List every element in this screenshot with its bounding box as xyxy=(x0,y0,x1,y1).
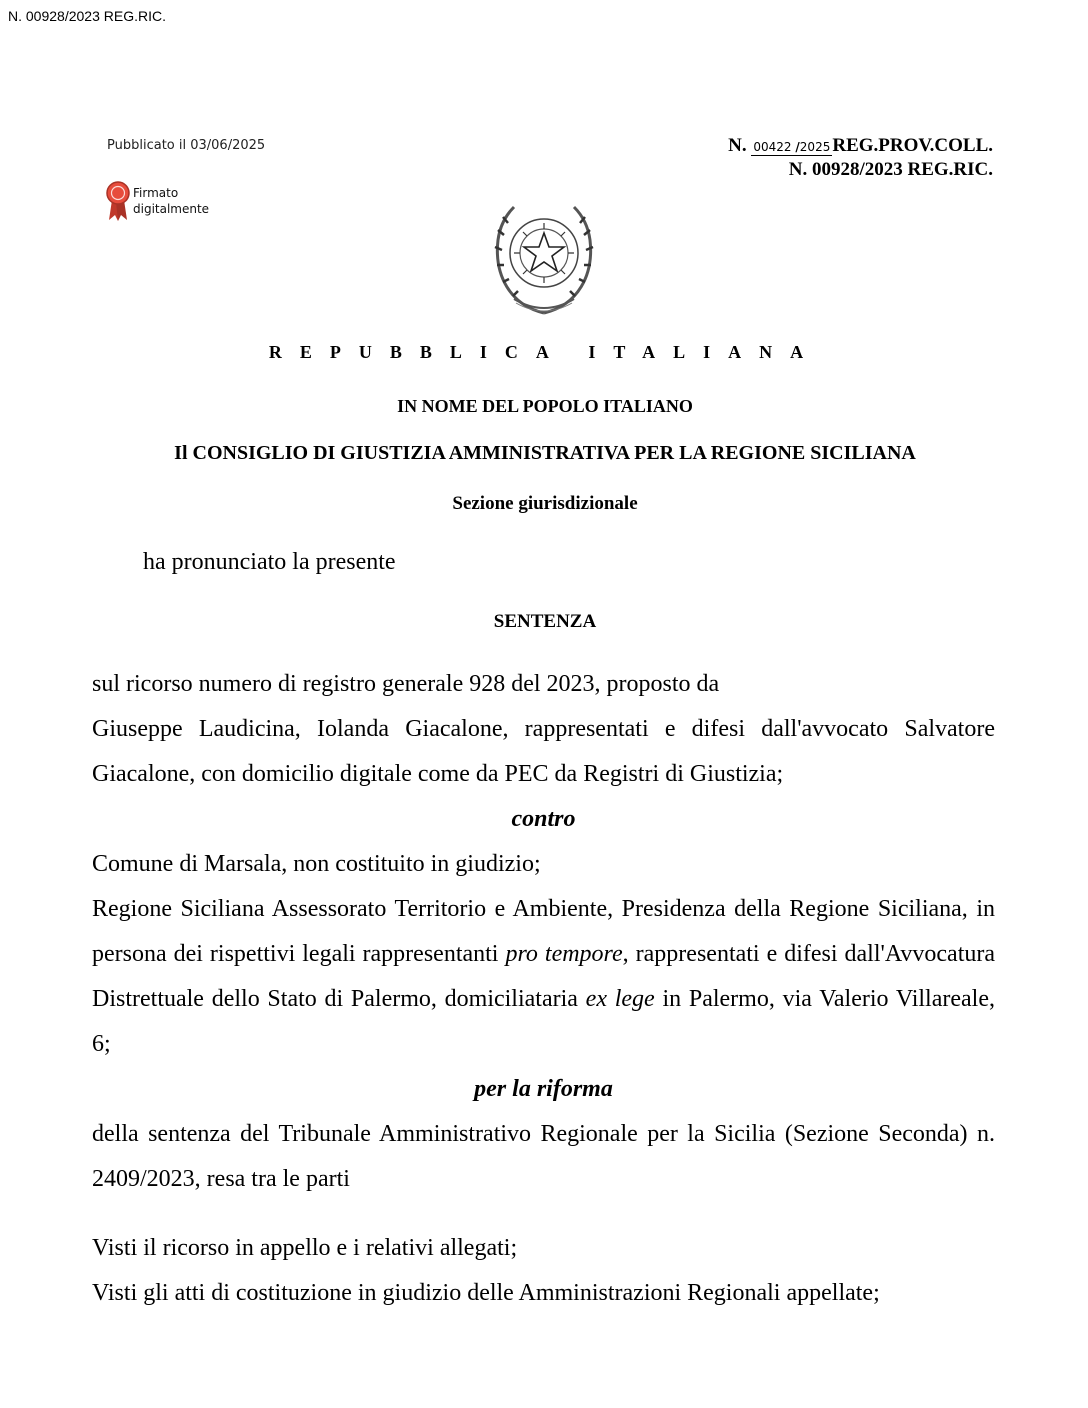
regione-text-1: Regione Siciliana Assessorato Territorio e Ambiente, Presidenza della Regione Siciliana, in persona dei rispettivi legali rappresentanti xyxy=(92,896,995,967)
republic-heading: REPUBBLICA ITALIANA xyxy=(268,342,822,362)
regione-text-2: , rappresentati e difesi dall'Avvocatura Distrettuale dello Stato di Palermo, domiciliataria xyxy=(92,941,996,1012)
paragraph-comune: Comune di Marsala, non costituito in giudizio; xyxy=(92,851,541,877)
document-body-visti xyxy=(92,1226,995,1316)
reg-prefix: N. xyxy=(728,135,747,156)
reg-suffix: REG.PROV.COLL. xyxy=(832,135,993,156)
pro-tempore: pro tempore xyxy=(505,941,623,967)
paragraph-ricorso: sul ricorso numero di registro generale 928 del 2023, proposto da xyxy=(92,671,720,697)
digital-signature-stamp xyxy=(105,180,209,222)
paragraph-visti-atti: Visti gli atti di costituzione in giudizio delle Amministrazioni Regionali appellate; xyxy=(92,1280,880,1306)
reg-number-value: 00422 xyxy=(753,140,792,154)
signature-line-1: Firmato xyxy=(133,186,179,200)
pronounced-line: ha pronunciato la presente xyxy=(143,549,396,575)
paragraph-regione xyxy=(92,887,995,1067)
council-heading: Il CONSIGLIO DI GIUSTIZIA AMMINISTRATIVA PER LA REGIONE SICILIANA xyxy=(174,442,916,464)
italian-republic-emblem-icon xyxy=(490,195,598,317)
signature-line-2: digitalmente xyxy=(133,202,210,216)
ex-lege: ex lege xyxy=(585,986,655,1012)
sentence-heading: SENTENZA xyxy=(493,611,597,632)
reg-prov-coll xyxy=(728,134,993,158)
paragraph-visti-ricorso: Visti il ricorso in appello e i relativi allegati; xyxy=(92,1235,518,1261)
contro-heading: contro xyxy=(511,806,576,832)
reg-number xyxy=(751,140,832,156)
paragraph-sentenza-tar: della sentenza del Tribunale Amministrativo Regionale per la Sicilia (Sezione Seconda) n. 2409/2023, resa tra le parti xyxy=(92,1121,995,1192)
reg-year: 2025 xyxy=(799,140,831,154)
document-body xyxy=(92,662,995,1202)
per-la-riforma-heading: per la riforma xyxy=(474,1076,613,1102)
regione-text-3: in Palermo, via Valerio Villareale, 6; xyxy=(92,986,995,1057)
reg-ric: N. 00928/2023 REG.RIC. xyxy=(788,159,993,180)
registry-numbers xyxy=(728,134,993,182)
in-nome-heading: IN NOME DEL POPOLO ITALIANO xyxy=(397,396,693,416)
top-reference: N. 00928/2023 REG.RIC. xyxy=(8,8,166,24)
paragraph-appellants: Giuseppe Laudicina, Iolanda Giacalone, rappresentati e difesi dall'avvocato Salvatore Giacalone, con domicilio digitale come da PEC da Registri di Giustizia; xyxy=(92,716,995,787)
reg-slash: / xyxy=(795,140,800,154)
section-heading: Sezione giurisdizionale xyxy=(452,493,638,514)
publication-date: Pubblicato il 03/06/2025 xyxy=(107,138,266,153)
seal-ribbon-icon xyxy=(105,180,131,222)
